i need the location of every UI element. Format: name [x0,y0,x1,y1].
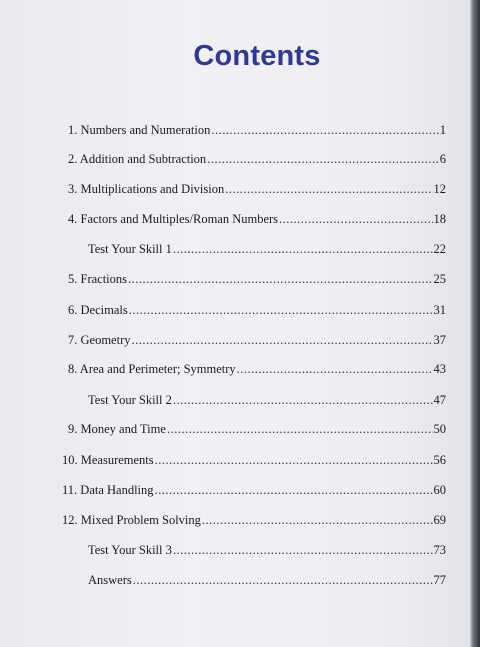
toc-entry [68,303,446,318]
toc-entry [68,272,446,287]
toc-entry-label: 9. Money and Time [68,422,166,436]
toc-entry-page: 12 [433,182,446,196]
leader-dots [173,242,433,257]
toc-entry [68,123,446,138]
toc-entry [88,393,446,408]
toc-entry-label: 4. Factors and Multiples/Roman Numbers [68,212,279,226]
toc-entry-label: 12. Mixed Problem Solving [62,513,201,527]
toc-entry-page: 6 [439,152,446,166]
toc-entry [88,573,446,588]
toc-entry [62,513,446,528]
leader-dots [279,212,432,227]
toc-entry-label: 1. Numbers and Numeration [68,123,211,137]
toc-entry-label: Test Your Skill 3 [88,543,172,557]
leader-dots [155,453,433,468]
leader-dots [129,303,433,318]
toc-entry-label: 6. Decimals [68,303,128,317]
toc-entry [68,182,446,197]
page-title: Contents [193,40,321,72]
leader-dots [237,362,433,377]
toc-entry-page: 25 [433,272,446,286]
toc-entry-label: 3. Multiplications and Division [68,182,225,196]
toc-entry [88,543,446,558]
toc-entry-page: 43 [433,362,446,376]
toc-entry-page: 60 [433,483,446,497]
toc-entry [68,362,446,377]
leader-dots [131,333,432,348]
leader-dots [155,483,433,498]
toc-entry-page: 50 [433,422,446,436]
toc-entry-label: Answers [88,573,132,587]
toc-entry-page: 56 [433,453,446,467]
toc-entry-page: 1 [439,123,446,137]
leader-dots [207,152,439,167]
toc-entry-label: 2. Addition and Subtraction [68,152,207,166]
leader-dots [167,422,433,437]
toc-entry [88,242,446,257]
toc-entry [68,422,446,437]
toc-entry [68,333,446,348]
toc-entry [62,483,446,498]
toc-entry-page: 31 [433,303,446,317]
toc-entry-label: 7. Geometry [68,333,131,347]
toc-entry-label: 11. Data Handling [62,483,154,497]
toc-entry-label: 10. Measurements [62,453,154,467]
toc-entry-label: Test Your Skill 2 [88,393,172,407]
leader-dots [225,182,432,197]
leader-dots [173,543,433,558]
leader-dots [133,573,433,588]
toc-entry-label: 8. Area and Perimeter; Symmetry [68,362,236,376]
toc-entry-page: 47 [433,393,446,407]
page-edge-shadow [470,0,480,647]
toc-entry-label: 5. Fractions [68,272,128,286]
toc-entry-page: 69 [433,513,446,527]
toc-entry [68,212,446,227]
toc-entry-page: 18 [433,212,446,226]
toc-entry-label: Test Your Skill 1 [88,242,172,256]
toc-entry [68,152,446,167]
leader-dots [173,393,433,408]
toc-entry-page: 77 [433,573,446,587]
leader-dots [128,272,432,287]
leader-dots [211,123,438,138]
toc-entry [62,453,446,468]
toc-entry-page: 73 [433,543,446,557]
toc-entry-page: 37 [433,333,446,347]
toc-entry-page: 22 [433,242,446,256]
leader-dots [202,513,433,528]
